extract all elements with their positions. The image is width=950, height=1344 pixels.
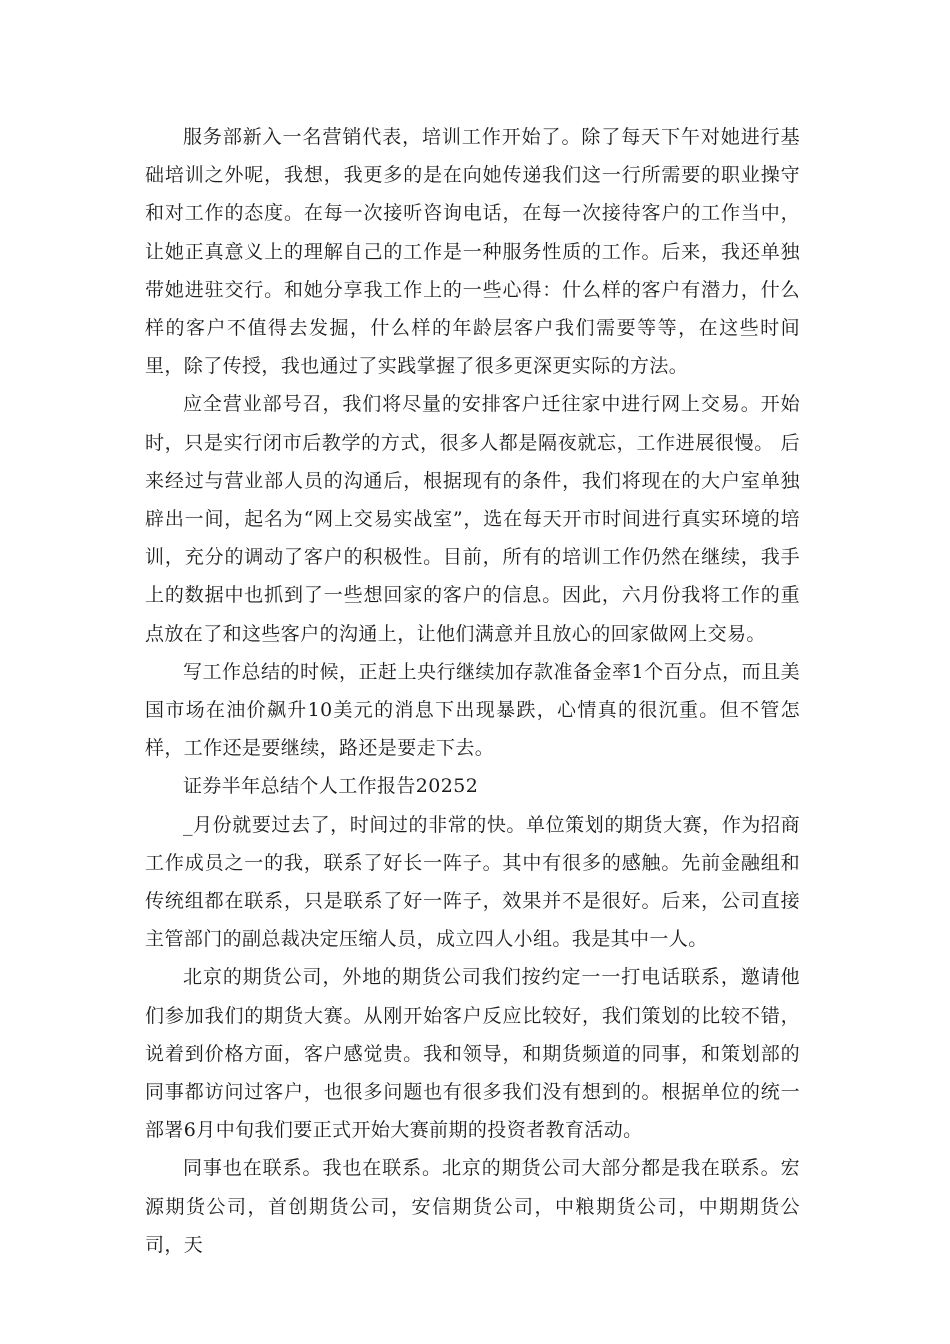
- paragraph-2: 应全营业部号召，我们将尽量的安排客户迁往家中进行网上交易。开始时，只是实行闭市后教学的方式，很多人都是隔夜就忘，工作进展很慢。 后来经过与营业部人员的沟通后，根据现有的条件，我们将现在的大户室单独辟出一间，起名为“网上交易实战室”，选在每天开市时间进行真实环境的培训，充分的调动了客户的积极性。目前，所有的培训工作仍然在继续，我手上的数据中也抓到了一些想回家的客户的信息。因此，六月份我将工作的重点放在了和这些客户的沟通上，让他们满意并且放心的回家做网上交易。: [145, 393, 800, 645]
- section-heading: 证券半年总结个人工作报告20252: [183, 775, 479, 798]
- paragraph-5: _月份就要过去了，时间过的非常的快。单位策划的期货大赛，作为招商工作成员之一的我，联系了好长一阵子。其中有很多的感触。先前金融组和传统组都在联系，只是联系了好一阵子，效果并不是很好。后来，公司直接主管部门的副总裁决定压缩人员，成立四人小组。我是其中一人。: [145, 813, 800, 951]
- document-body: [145, 118, 800, 1264]
- paragraph-1: 服务部新入一名营销代表，培训工作开始了。除了每天下午对她进行基础培训之外呢，我想，我更多的是在向她传递我们这一行所需要的职业操守和对工作的态度。在每一次接听咨询电话，在每一次接待客户的工作当中，让她正真意义上的理解自己的工作是一种服务性质的工作。后来，我还单独带她进驻交行。和她分享我工作上的一些心得：什么样的客户有潜力，什么样的客户不值得去发掘，什么样的年龄层客户我们需要等等，在这些时间里，除了传授，我也通过了实践掌握了很多更深更实际的方法。: [145, 126, 800, 378]
- paragraph-6: 北京的期货公司，外地的期货公司我们按约定一一打电话联系，邀请他们参加我们的期货大赛。从刚开始客户反应比较好，我们策划的比较不错，说着到价格方面，客户感觉贵。我和领导，和期货频道的同事，和策划部的同事都访问过客户，也很多问题也有很多我们没有想到的。根据单位的统一部署6月中旬我们要正式开始大赛前期的投资者教育活动。: [145, 966, 800, 1142]
- paragraph-3: 写工作总结的时候，正赶上央行继续加存款准备金率1个百分点，而且美国市场在油价飙升10美元的消息下出现暴跌，心情真的很沉重。但不管怎样，工作还是要继续，路还是要走下去。: [145, 660, 800, 760]
- paragraph-7: 同事也在联系。我也在联系。北京的期货公司大部分都是我在联系。宏源期货公司，首创期货公司，安信期货公司，中粮期货公司，中期期货公司，天: [145, 1157, 800, 1256]
